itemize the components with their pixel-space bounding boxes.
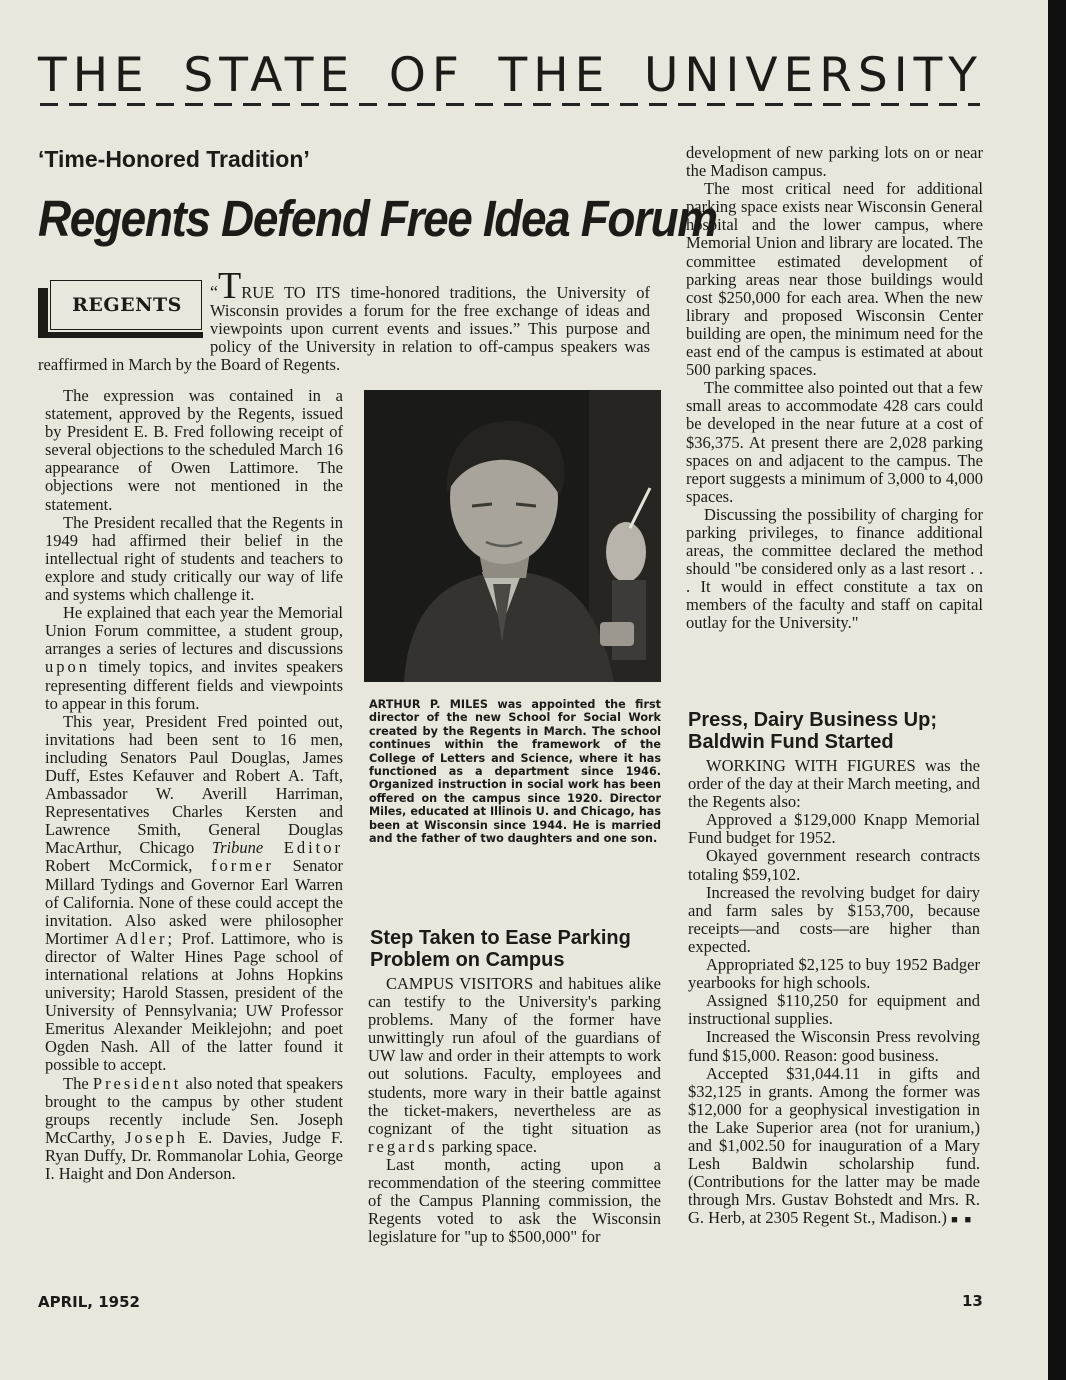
col3-paragraph-2: The most critical need for additional parking space exists near Wisconsin General hospital and the lower campus, where Memorial Union and library are located. The committee estimated development of parking areas near those buildings would cost $250,000 for each area. When the new library and proposed Wisconsin Center building are open, the minimum need for the east end of the campus is estimated at about 500 parking spaces. [686,179,983,380]
spaced-word: former [211,856,274,876]
text-run: timely topics, and invites speakers representing different fields and viewpoints to appear in this forum. [45,657,343,713]
page-number: 13 [962,1292,983,1310]
lead-paragraph [38,265,650,375]
text-run: CAMPUS VISITORS and habitues alike can testify to the University's parking problems. Many of the former have unwittingly run afoul of the guardians of UW law and order in their attempts to work out solutions. Faculty, employees and students, more wary in their battle against the ticket-makers, nevertheless are as cognizant of the tight situation as [368,974,661,1138]
press-paragraph-2: Approved a $129,000 Knapp Memorial Fund budget for 1952. [688,810,980,848]
text-run: This year, President Fred pointed out, invitations had been sent to 16 men, including Senators Paul Douglas, James Duff, Estes Kefauver and Robert A. Taft, Ambassador W. Averill Harriman, Representatives Charles Kersten and Lawrence Smith, General Douglas MacArthur, Chicago [45,711,343,858]
spaced-word: upon [45,657,90,677]
drop-quote: “ [210,282,218,302]
text-run: Robert McCormick, [45,856,212,876]
subhead-line-1: Press, Dairy Business Up; [688,709,937,731]
press-paragraph-5: Appropriated $2,125 to buy 1952 Badger yearbooks for high schools. [688,955,980,993]
column-two [368,975,661,1246]
press-paragraph-7: Increased the Wisconsin Press revolving fund $15,000. Reason: good business. [688,1027,980,1065]
col1-paragraph-2: The President recalled that the Regents in 1949 had affirmed their belief in the intellectual right of students and teachers to explore and study critically our way of life and systems which challenge it. [45,512,343,605]
column-three [686,144,983,633]
parking-paragraph-1 [368,975,661,1156]
col1-paragraph-4 [45,713,343,1075]
press-paragraph-8 [688,1065,980,1230]
text-run: parking space. [437,1136,537,1156]
issue-date: APRIL, 1952 [38,1293,140,1311]
text-run: E. Davies, Judge F. Ryan Duffy, Dr. Rommanolar Lohia, George I. Haight and Don Anderson. [45,1127,343,1184]
text-run: Accepted $31,044.11 in gifts and $32,125 in grants. Among the former was $12,000 for a geophysical investigation in the Lake Superior area (not for uranium,) and $1,002.50 for inauguration of a Mary Lesh Baldwin scholarship fund. (Contributions for the latter may be made through Mrs. Gustav Bohstedt and Mrs. R. G. Herb, at 2305 Regent St., Madison.) [688,1063,980,1228]
section-label: REGENTS [72,294,182,316]
parking-subhead: Step Taken to Ease Parking Problem on Campus [370,927,631,971]
press-body [688,757,980,1229]
column-one [45,387,343,1183]
end-mark: ■ ■ [951,1214,974,1227]
photo-caption: ARTHUR P. MILES was appointed the first director of the new School for Social Work created by the Regents in March. The school continues within the framework of the College of Letters and Science, where it has functioned as a department since 1946. Organized instruction in social work has been offered on the campus since 1920. Director Miles, educated at Illinois U. and Chicago, has been at Wisconsin since 1944. He is married and the father of two daughters and one son. [369,698,661,846]
press-paragraph-4: Increased the revolving budget for dairy and farm sales by $153,700, because receipts—and costs—are higher than expected. [688,882,980,956]
drop-cap: T [218,265,242,307]
col1-paragraph-1: The expression was contained in a statement, approved by the Regents, issued by President E. B. Fred following receipt of several objections to the scheduled March 16 appearance of Owen Lattimore. The objections were not mentioned in the statement. [45,386,343,514]
spaced-word: regards [368,1136,438,1156]
text-run: also noted that speakers brought to the campus by other student groups recently include Sen. Joseph McCarthy, [45,1073,343,1147]
kicker: ‘Time-Honored Tradition’ [38,146,310,172]
press-section [688,709,980,1229]
dashed-rule [40,103,980,106]
portrait-illustration [364,390,661,682]
italic-word: Tribune [211,838,264,858]
press-subhead [688,709,980,753]
text-run: The [63,1073,93,1093]
press-paragraph-6: Assigned $110,250 for equipment and instructional supplies. [688,991,980,1029]
press-paragraph-3: Okayed government research contracts totaling $59,102. [688,846,980,884]
scan-edge-strip [1048,0,1066,1380]
press-paragraph-1: WORKING WITH FIGURES was the order of the day at their March meeting, and the Regents also: [688,756,980,812]
portrait-photo [364,390,661,682]
text-run: Senator Millard Tydings and Governor Earl Warren of California. None of these could accept the invitation. Also asked were philosopher Mortimer [45,856,343,948]
label-spacer [38,272,210,342]
masthead: THE STATE OF THE UNIVERSITY [38,48,983,103]
spaced-word: Adler; [114,928,176,948]
spaced-word: Editor [263,838,343,858]
col3-paragraph-4: Discussing the possibility of charging for parking privileges, to finance additional areas, the committee declared the method should "be considered only as a last resort . . . It would in effect constitute a tax on members of the faculty and staff on capital outlay for the University." [686,504,983,633]
spaced-word: President [92,1073,182,1093]
spaced-word: Joseph [125,1127,188,1147]
text-run: He explained that each year the Memorial Union Forum committee, a student group, arranges a series of lectures and discussions [45,603,343,659]
text-run: Prof. Lattimore, who is director of Walter Hines Page school of international relations at Johns Hopkins university; Harold Stassen, president of the University of Pennsylvania; UW Professor Emeritus Alexander Meiklejohn; and poet Ogden Nash. All of the latter found it possible to accept. [45,928,343,1075]
col3-paragraph-3: The committee also pointed out that a few small areas to accommodate 428 cars could be developed in the near future at a cost of $36,375. At present there are 2,028 parking spaces on and adjacent to the campus. The report suggests a minimum of 3,000 to 4,000 spaces. [686,378,983,506]
col1-paragraph-3 [45,604,343,713]
headline: Regents Defend Free Idea Forum [38,190,717,247]
subhead-line-2: Baldwin Fund Started [688,731,894,753]
col3-paragraph-1: development of new parking lots on or near the Madison campus. [686,143,983,181]
lead-text: RUE TO ITS time-honored traditions, the University of Wisconsin provides a forum for the free exchange of ideas and viewpoints upon current events and issues.” This purpose and policy of the University in relation to off-campus speakers was reaffirmed in March by the Board of Regents. [38,283,650,375]
parking-paragraph-2: Last month, acting upon a recommendation of the steering committee of the Campus Planning commission, the Regents voted to ask the Wisconsin legislature for "up to $500,000" for [368,1154,661,1247]
col1-paragraph-5 [45,1075,343,1184]
